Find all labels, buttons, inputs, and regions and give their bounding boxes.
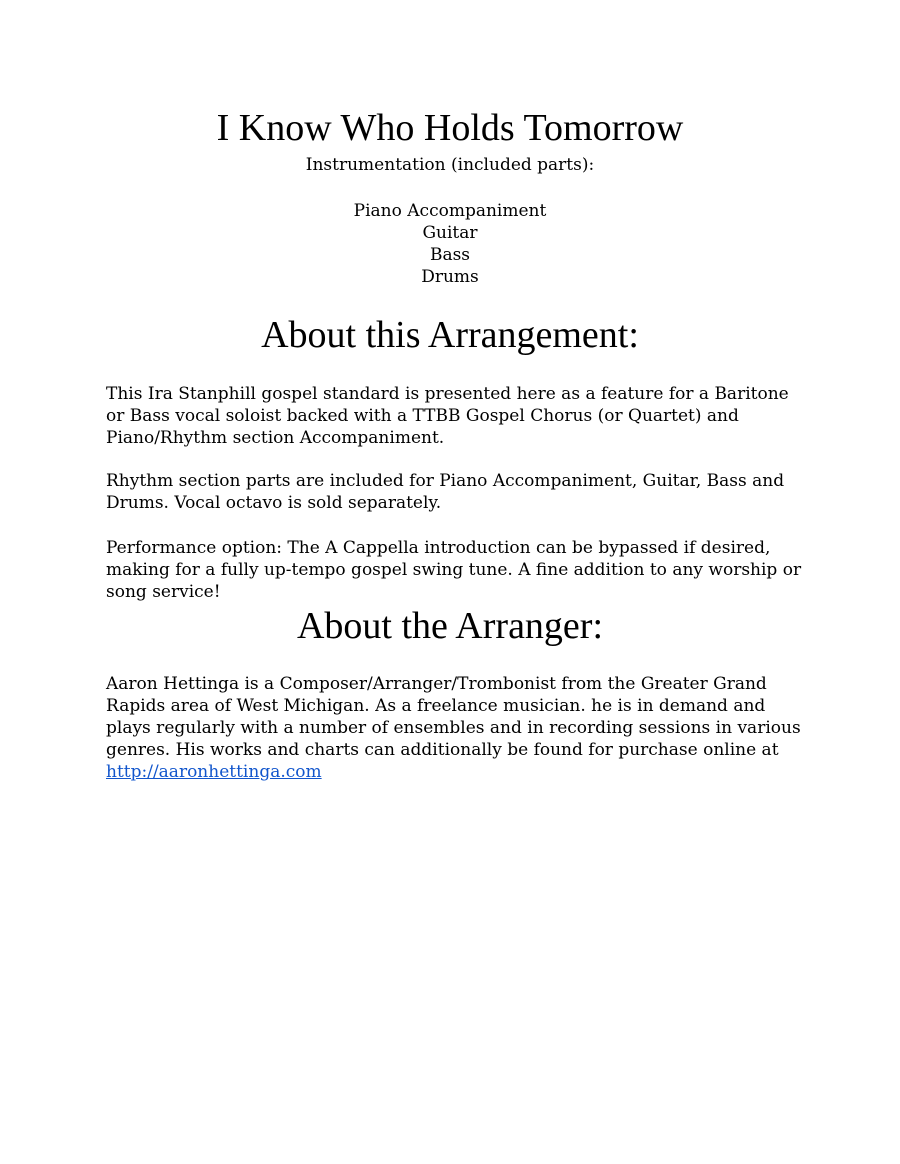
arranger-website-link[interactable]: http://aaronhettinga.com — [106, 762, 322, 782]
parts-list — [0, 200, 900, 288]
part-item: Guitar — [422, 223, 478, 243]
document-title: I Know Who Holds Tomorrow — [216, 107, 684, 149]
arranger-bio — [106, 673, 806, 783]
part-item: Bass — [429, 245, 471, 265]
instrumentation-label: Instrumentation (included parts): — [305, 155, 595, 175]
arrangement-paragraph: Rhythm section parts are included for Piano Accompaniment, Guitar, Bass and Drums. Vocal octavo is sold separately. — [106, 471, 785, 513]
part-item: Drums — [421, 267, 479, 287]
part-item: Piano Accompaniment — [353, 201, 547, 221]
arrangement-paragraph: This Ira Stanphill gospel standard is presented here as a feature for a Baritone or Bass vocal soloist backed with a TTBB Gospel Chorus (or Quartet) and Piano/Rhythm section Accompaniment. — [106, 384, 789, 448]
arranger-bio-text: Aaron Hettinga is a Composer/Arranger/Trombonist from the Greater Grand Rapids area of West Michigan. As a freelance musician. he is in demand and plays regularly with a number of ensembles and in recording sessions in various genres. His works and charts can additionally be found for purchase online at — [106, 674, 801, 760]
about-arrangement-heading: About this Arrangement: — [261, 314, 639, 356]
arrangement-paragraph: Performance option: The A Cappella introduction can be bypassed if desired, making for a fully up-tempo gospel swing tune. A fine addition to any worship or song service! — [106, 538, 802, 602]
about-arranger-heading: About the Arranger: — [296, 605, 604, 647]
